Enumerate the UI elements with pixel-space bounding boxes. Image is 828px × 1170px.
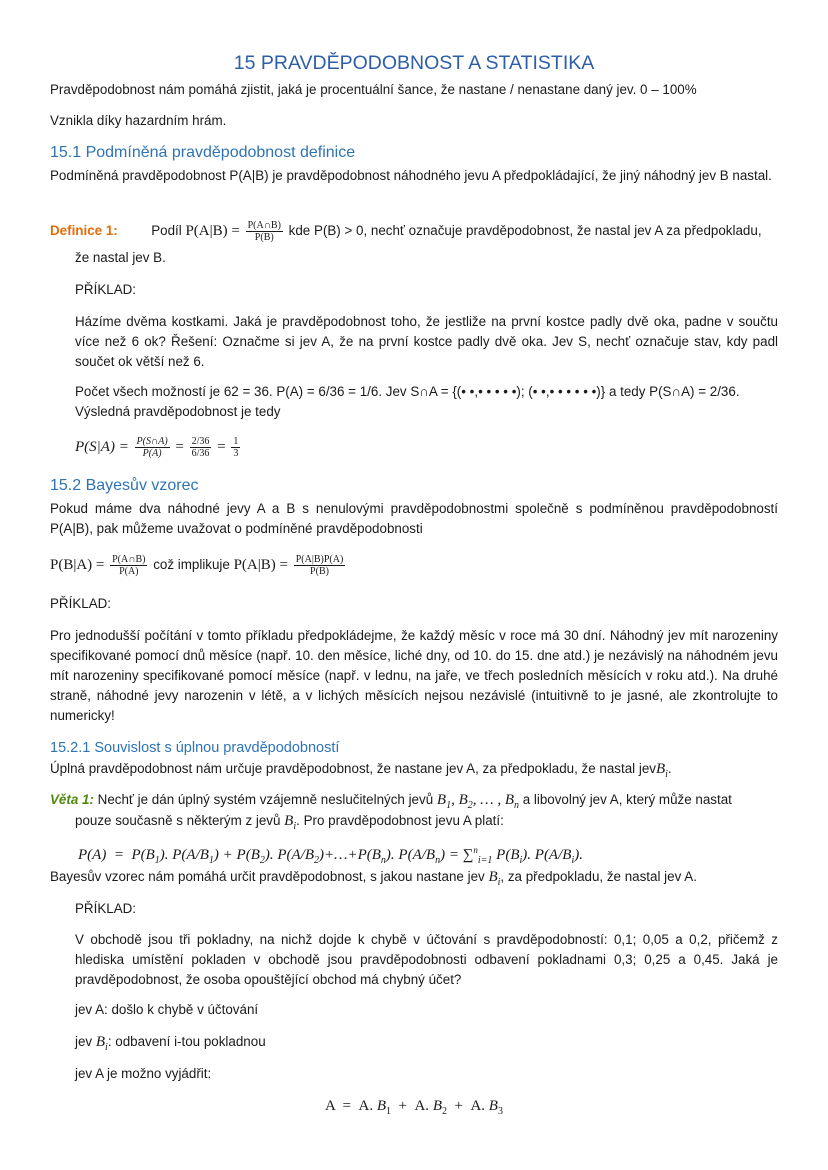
event-a-expression-label: jev A je možno vyjádřit: [75, 1066, 212, 1081]
result-fraction-2: $\frac{2/36}{6/36}$ [191, 435, 210, 459]
definition-fraction: $\frac{P(A\cap B)}{P(B)}$ [247, 219, 281, 243]
event-b-definition: jev $B_i$: odbavení i-tou pokladnou [75, 1034, 266, 1053]
definition-continuation: že nastal jev B. [75, 250, 166, 265]
origin-text: Vznikla díky hazardním hrám. [50, 113, 227, 128]
result-fraction-1: $\frac{P(S\cap A)}{P(A)}$ [136, 435, 168, 459]
page-title: 15 PRAVDĚPODOBNOST A STATISTIKA [233, 52, 595, 74]
total-probability-text: Úplná pravděpodobnost nám určuje pravděpodobnost, že nastane jev A, za předpokladu, že nastal jevB$_i$. [50, 761, 672, 780]
bayes-fraction-2: $\frac{P(A|B)P(A)}{P(B)}$ [295, 553, 344, 577]
example-label-3: PŘÍKLAD: [75, 901, 137, 916]
total-probability-formula: $P(A) = P(B_1)$. $P(A/B_1) + P(B_2)$. $P(A/B_2)+\dots+P(B_n)$. $P(A/B_n) = \sum^n_{i=1}$ $P(B_i)$. $P(A/B_i)$. [78, 845, 583, 866]
event-a-definition: jev A: došlo k chybě v účtování [75, 1002, 259, 1017]
bayes-purpose-text: Bayesův vzorec nám pomáhá určit pravděpodobnost, s jakou nastane jev $B_i$, za předpokladu, že nastal jev A. [50, 869, 697, 888]
theorem-label: Věta 1: [50, 792, 94, 807]
bayes-intro-text: Pokud máme dva náhodné jevy A a B s nenulovými pravděpodobnostmi společně s podmíněnou pravděpodobností P(A|B), pak můžeme uvažovat o podmíněné pravděpodobnosti [50, 501, 778, 536]
example-label-1: PŘÍKLAD: [75, 282, 137, 297]
example-text-3: V obchodě jsou tři pokladny, na nichž dojde k chybě v účtování s pravděpodobností: 0,1; 0,05 a 0,2, přičemž z hlediska umístění pokladen v obchodě jsou pravděpodobnosti odbavení pokladnami 0,3; 0,25 a 0,45. Jaká je pravděpodobnost, že osoba opouštějící obchod má chybný účet? [75, 932, 778, 987]
bayes-fraction-1: $\frac{P(A\cap B)}{P(A)}$ [112, 553, 146, 577]
result-formula: P(S|A) = $\frac{P(S\cap A)}{P(A)}$ = $\frac{2/36}{6/36}$ = $\frac{1}{3}$ [75, 435, 239, 459]
section-heading-15-2-1: 15.2.1 Souvislost s úplnou pravděpodobností [50, 740, 340, 756]
example-text-2: Pro jednodušší počítání v tomto příkladu předpokládejme, že každý měsíc v roce má 30 dní. Náhodný jev mít narozeniny specifikované pomocí dnů měsíce (např. 10. den měsíce, liché dny, od 10. do 15. dne atd.) je nezávislý na náhodném jevu mít narozeniny specifikované pomocí měsíce (např. v lednu, na jaře, ve třech posledních měsících v roku atd.). Na druhé straně, náhodné jevy narozenin v létě, a v lichých měsících nejsou nezávislé (intuitivně to je jasné, ale zkontrolujte to numericky! [50, 628, 778, 723]
example-label-2: PŘÍKLAD: [50, 596, 112, 611]
section-heading-15-1: 15.1 Podmíněná pravděpodobnost definice [50, 144, 356, 161]
section-heading-15-2: 15.2 Bayesův vzorec [50, 477, 199, 494]
bayes-formula: P(B|A) = $\frac{P(A\cap B)}{P(A)}$ což implikuje P(A|B) = $\frac{P(A|B)P(A)}{P(B)}$ [50, 553, 344, 577]
theorem-continuation: pouze současně s některým z jevů $B_i$. Pro pravděpodobnost jevu A platí: [75, 813, 504, 832]
definition-pre: Podíl [151, 223, 182, 238]
final-formula: A = A. $B_1 + A$. $B_2 + A$. $B_3$ [325, 1098, 503, 1117]
definition-lhs: P(A|B) = [185, 223, 240, 239]
count-line: Počet všech možností je 62 = 36. P(A) = 6/36 = 1/6. Jev S∩A = {(• •,• • • • •); (• •,• • • • • •)} a tedy P(S∩A) = 2/36. [75, 384, 740, 399]
theorem-1: Věta 1: Nechť je dán úplný systém vzájemně neslučitelných jevů $B_1$, $B_2$, … , $B_n$ a libovolný jev A, který může nastat [50, 792, 732, 811]
conditional-definition-text: Podmíněná pravděpodobnost P(A|B) je pravděpodobnost náhodného jevu A předpokládající, že jiný náhodný jev B nastal. [50, 168, 772, 183]
result-fraction-3: $\frac{1}{3}$ [233, 435, 239, 459]
example-text-1: Házíme dvěma kostkami. Jaká je pravděpodobnost toho, že jestliže na první kostce padly dvě oka, padne v součtu více než 6 ok? Řešení: Označme si jev A, že na první kostce padly dvě oka. Jev S, nechť označuje stav, kdy padl součet ok větší než 6. [75, 314, 778, 369]
result-line: Výsledná pravděpodobnost je tedy [75, 404, 281, 419]
definition-1 [50, 218, 778, 244]
intro-text: Pravděpodobnost nám pomáhá zjistit, jaká je procentuální šance, že nastane / nenastane daný jev. 0 – 100% [50, 82, 697, 97]
definition-post: kde P(B) > 0, nechť označuje pravděpodobnost, že nastal jev A za předpokladu, [288, 223, 762, 238]
definition-label: Definice 1: [50, 223, 118, 238]
